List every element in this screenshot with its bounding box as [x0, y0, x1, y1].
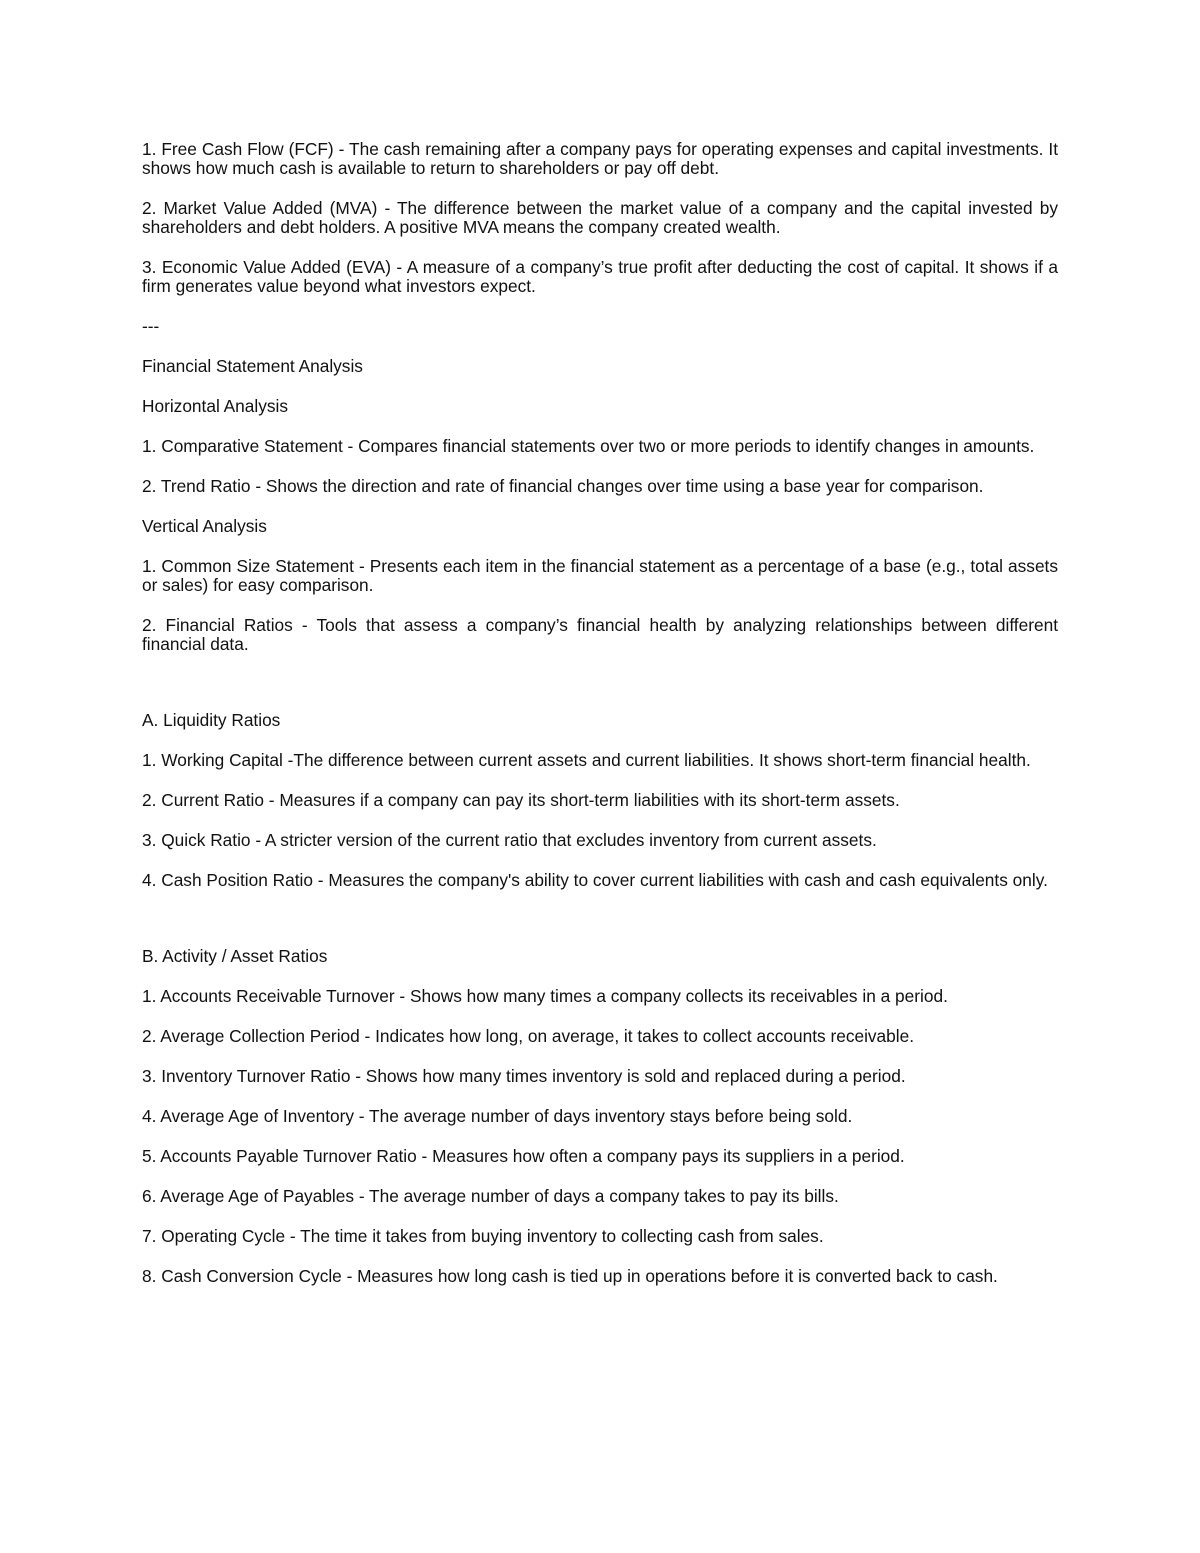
activity-ratios-heading: B. Activity / Asset Ratios — [142, 946, 328, 966]
trend-ratio-paragraph: 2. Trend Ratio - Shows the direction and rate of financial changes over time using a base year for comparison. — [142, 476, 984, 496]
comparative-statement-paragraph: 1. Comparative Statement - Compares financial statements over two or more periods to identify changes in amounts. — [142, 436, 1035, 456]
current-ratio-paragraph: 2. Current Ratio - Measures if a company can pay its short-term liabilities with its short-term assets. — [142, 790, 900, 810]
ar-turnover-paragraph: 1. Accounts Receivable Turnover - Shows how many times a company collects its receivables in a period. — [142, 986, 948, 1006]
cash-conversion-cycle-paragraph: 8. Cash Conversion Cycle - Measures how long cash is tied up in operations before it is converted back to cash. — [142, 1266, 998, 1286]
eva-paragraph: 3. Economic Value Added (EVA) - A measure of a company’s true profit after deducting the cost of capital. It shows if a firm generates value beyond what investors expect. — [142, 257, 1058, 296]
avg-age-inventory-paragraph: 4. Average Age of Inventory - The average number of days inventory stays before being sold. — [142, 1106, 853, 1126]
mva-paragraph: 2. Market Value Added (MVA) - The difference between the market value of a company and the capital invested by shareholders and debt holders. A positive MVA means the company created wealth. — [142, 198, 1058, 237]
common-size-paragraph: 1. Common Size Statement - Presents each item in the financial statement as a percentage of a base (e.g., total assets or sales) for easy comparison. — [142, 556, 1058, 595]
spacer — [142, 911, 1058, 947]
inventory-turnover-paragraph: 3. Inventory Turnover Ratio - Shows how many times inventory is sold and replaced during a period. — [142, 1066, 906, 1086]
cash-position-ratio-paragraph: 4. Cash Position Ratio - Measures the company's ability to cover current liabilities with cash and cash equivalents only. — [142, 870, 1048, 890]
liquidity-ratios-heading: A. Liquidity Ratios — [142, 710, 281, 730]
quick-ratio-paragraph: 3. Quick Ratio - A stricter version of the current ratio that excludes inventory from current assets. — [142, 830, 877, 850]
spacer — [142, 675, 1058, 711]
avg-collection-period-paragraph: 2. Average Collection Period - Indicates how long, on average, it takes to collect accounts receivable. — [142, 1026, 915, 1046]
avg-age-payables-paragraph: 6. Average Age of Payables - The average number of days a company takes to pay its bills. — [142, 1186, 839, 1206]
fcf-paragraph: 1. Free Cash Flow (FCF) - The cash remaining after a company pays for operating expenses and capital investments. It shows how much cash is available to return to shareholders or pay off debt. — [142, 139, 1058, 178]
operating-cycle-paragraph: 7. Operating Cycle - The time it takes from buying inventory to collecting cash from sales. — [142, 1226, 824, 1246]
horizontal-analysis-heading: Horizontal Analysis — [142, 396, 288, 416]
section-title: Financial Statement Analysis — [142, 356, 363, 376]
document-page — [142, 140, 1058, 1307]
financial-ratios-paragraph: 2. Financial Ratios - Tools that assess a company’s financial health by analyzing relationships between different financial data. — [142, 615, 1058, 654]
working-capital-paragraph: 1. Working Capital -The difference between current assets and current liabilities. It shows short-term financial health. — [142, 750, 1031, 770]
separator: --- — [142, 316, 160, 336]
vertical-analysis-heading: Vertical Analysis — [142, 516, 267, 536]
ap-turnover-paragraph: 5. Accounts Payable Turnover Ratio - Measures how often a company pays its suppliers in a period. — [142, 1146, 905, 1166]
